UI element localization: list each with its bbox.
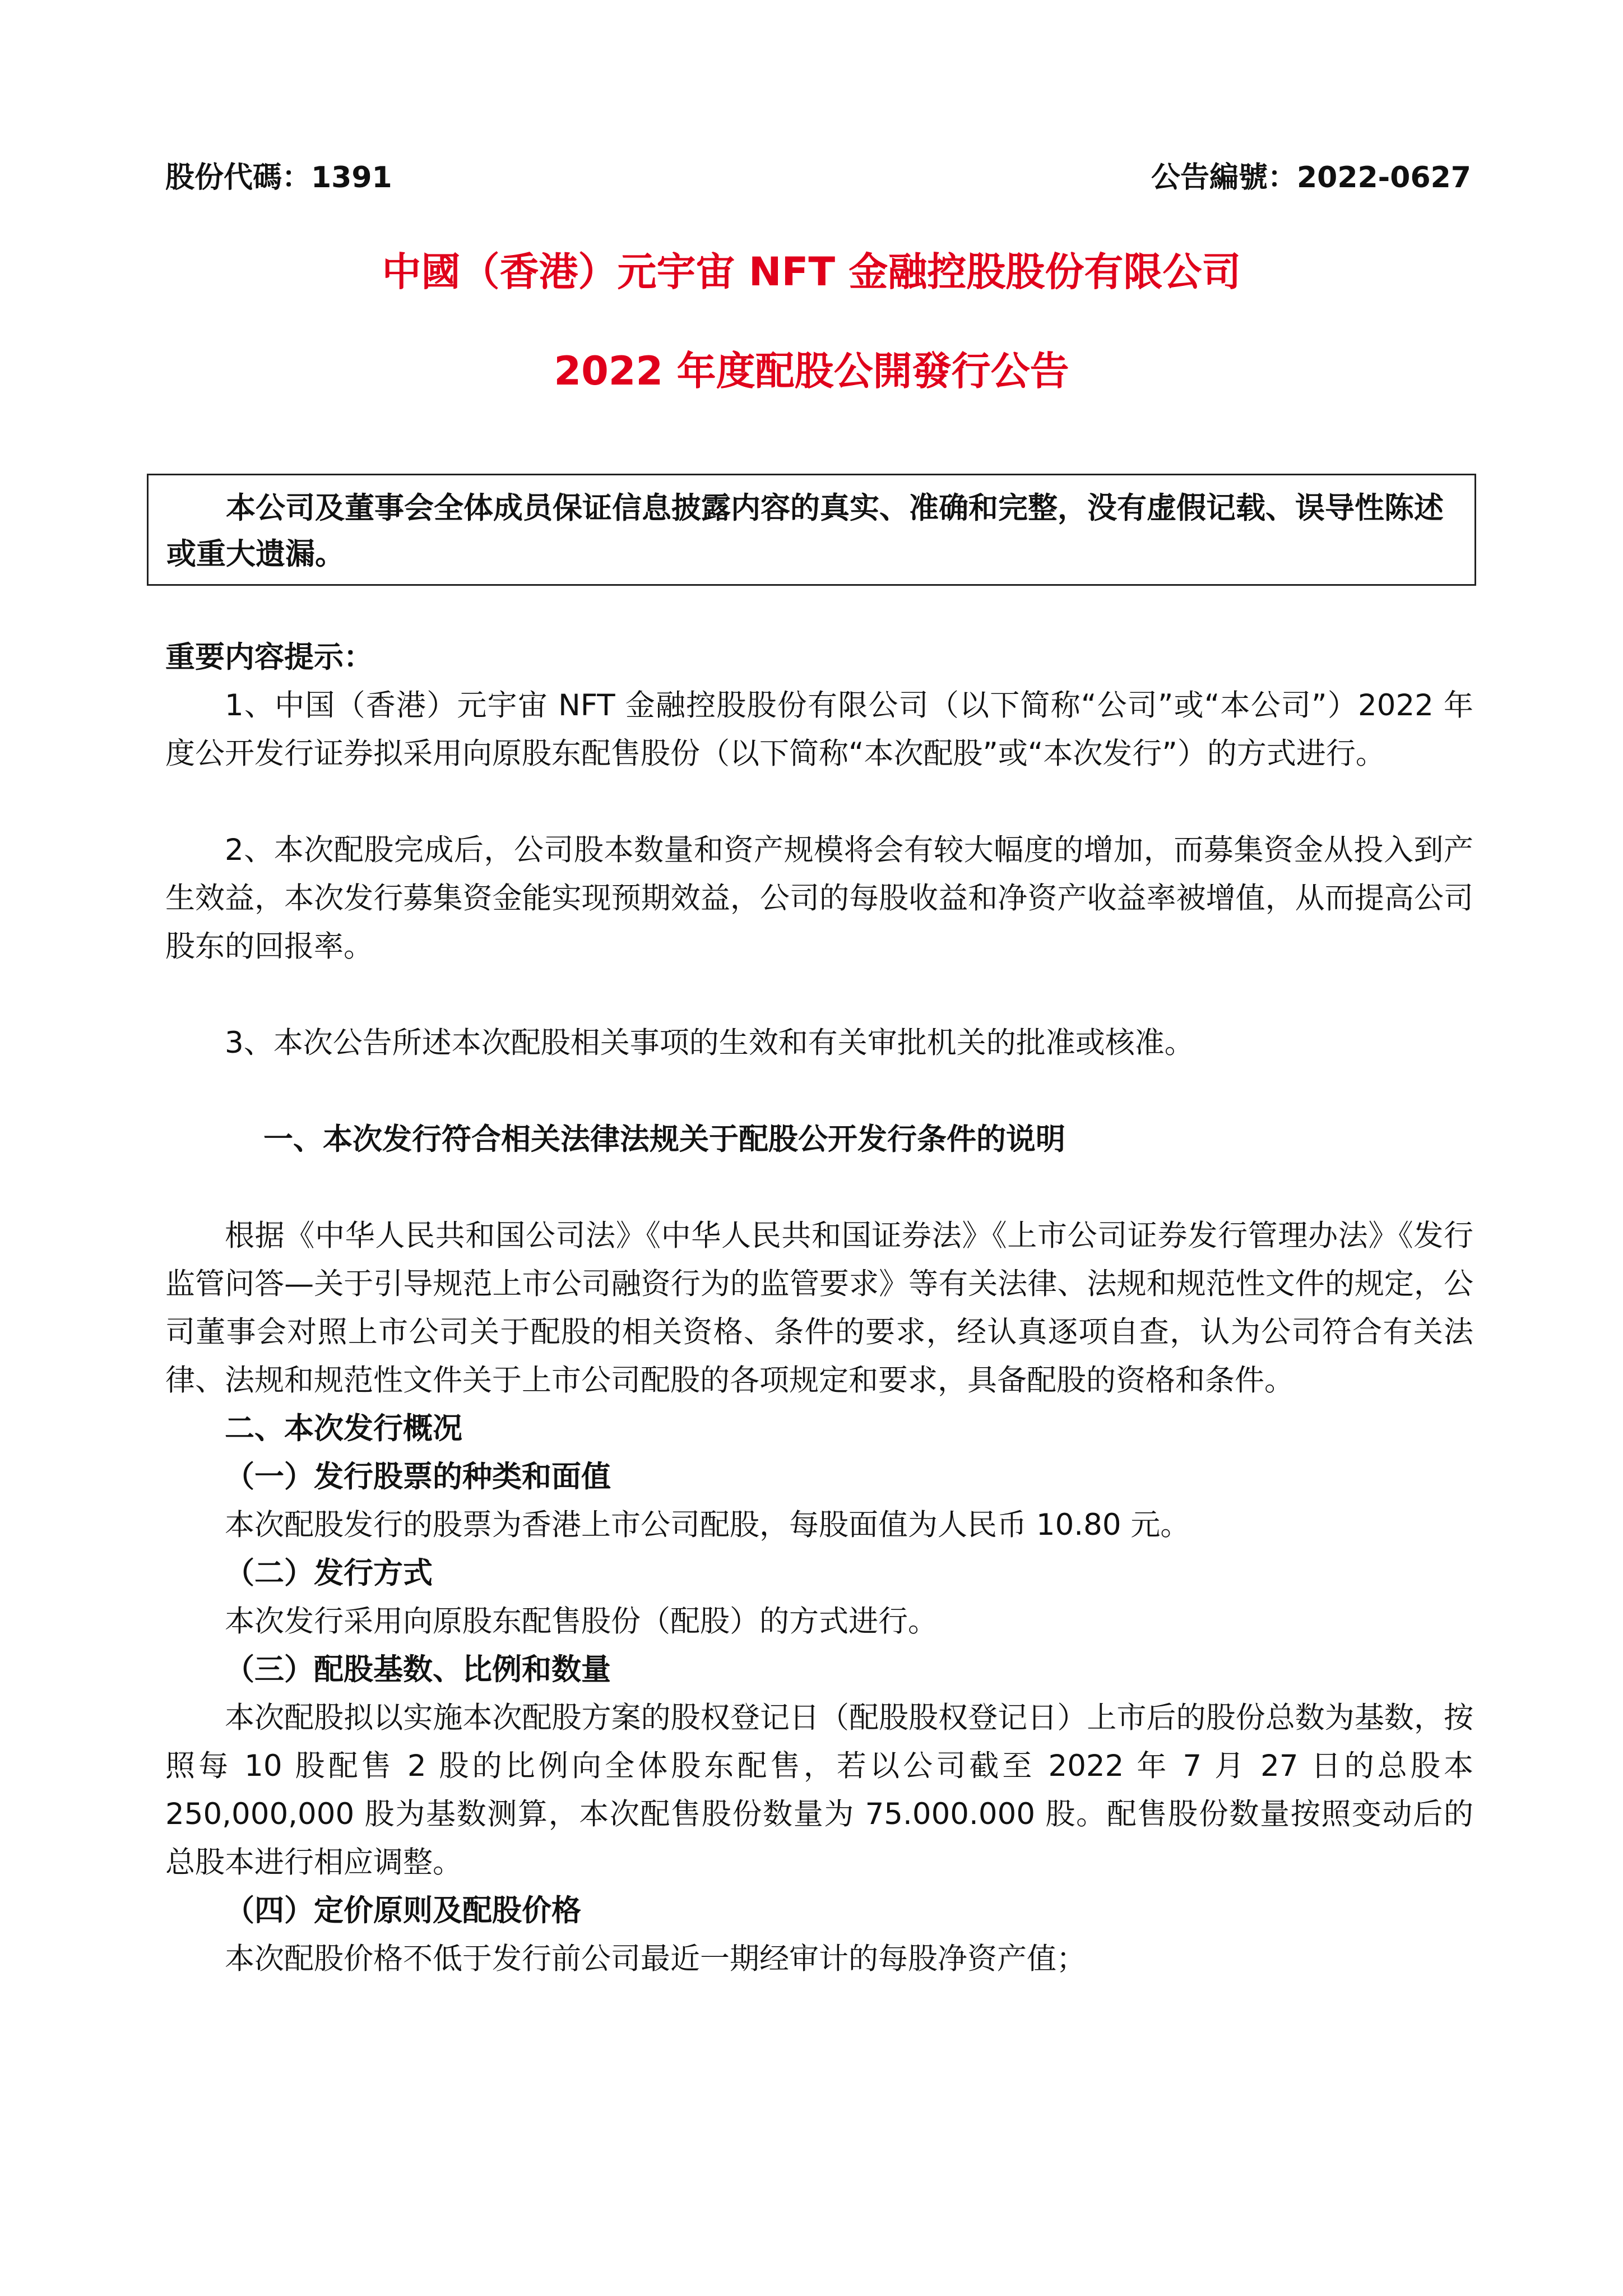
disclaimer-text: 本公司及董事会全体成员保证信息披露内容的真实、准确和完整，没有虚假记载、误导性陈述或重大遗漏。 bbox=[166, 491, 1444, 571]
section-1-heading: 一、本次发行符合相关法律法规关于配股公开发行条件的说明 bbox=[263, 1122, 1065, 1156]
subsection-1-text: 本次配股发行的股票为香港上市公司配股，每股面值为人民币 10.80 元。 bbox=[225, 1508, 1190, 1542]
subsection-3-heading: （三）配股基数、比例和数量 bbox=[225, 1652, 611, 1687]
highlights-heading: 重要内容提示： bbox=[165, 640, 373, 674]
subsection-4-heading: （四）定价原则及配股价格 bbox=[225, 1894, 581, 1928]
spacer bbox=[165, 1164, 1473, 1212]
spacer bbox=[165, 778, 1473, 826]
spacer bbox=[165, 971, 1473, 1019]
subsection-3-text: 本次配股拟以实施本次配股方案的股权登记日（配股股权登记日）上市后的股份总数为基数，按照每 10 股配售 2 股的比例向全体股东配售，若以公司截至 2022 年 7 月 27 日的总股本 250,000,000 股为基数测算，本次配售股份数量为 75.000.000 股。配售股份数量按照变动后的总股本进行相应调整。 bbox=[165, 1701, 1473, 1880]
spacer bbox=[165, 1067, 1473, 1115]
subsection-2-heading: （二）发行方式 bbox=[225, 1556, 433, 1590]
notice-number: 公告編號：2022-0627 bbox=[1151, 161, 1471, 195]
announcement-title: 2022 年度配股公開發行公告 bbox=[554, 348, 1069, 394]
section-2-heading: 二、本次发行概况 bbox=[225, 1411, 462, 1446]
company-title: 中國（香港）元宇宙 NFT 金融控股股份有限公司 bbox=[382, 249, 1241, 295]
document-body bbox=[165, 633, 1473, 1983]
disclaimer-box bbox=[147, 474, 1476, 586]
document-header bbox=[165, 158, 1471, 197]
subsection-1-heading: （一）发行股票的种类和面值 bbox=[225, 1460, 611, 1494]
stock-code: 股份代碼：1391 bbox=[165, 161, 392, 195]
highlight-item-1: 1、中国（香港）元宇宙 NFT 金融控股股份有限公司（以下简称“公司”或“本公司”）2022 年度公开发行证券拟采用向原股东配售股份（以下简称“本次配股”或“本次发行”）的方式进行。 bbox=[165, 688, 1473, 771]
highlight-item-3: 3、本次公告所述本次配股相关事项的生效和有关审批机关的批准或核准。 bbox=[225, 1026, 1194, 1060]
subsection-2-text: 本次发行采用向原股东配售股份（配股）的方式进行。 bbox=[225, 1604, 938, 1638]
section-1-text: 根据《中华人民共和国公司法》《中华人民共和国证券法》《上市公司证券发行管理办法》《发行监管问答—关于引导规范上市公司融资行为的监管要求》等有关法律、法规和规范性文件的规定，公司董事会对照上市公司关于配股的相关资格、条件的要求，经认真逐项自查，认为公司符合有关法律、法规和规范性文件关于上市公司配股的各项规定和要求，具备配股的资格和条件。 bbox=[165, 1219, 1473, 1397]
subsection-4-text: 本次配股价格不低于发行前公司最近一期经审计的每股净资产值； bbox=[225, 1942, 1086, 1976]
highlight-item-2: 2、本次配股完成后，公司股本数量和资产规模将会有较大幅度的增加，而募集资金从投入到产生效益，本次发行募集资金能实现预期效益，公司的每股收益和净资产收益率被增值，从而提高公司股东的回报率。 bbox=[165, 833, 1473, 964]
